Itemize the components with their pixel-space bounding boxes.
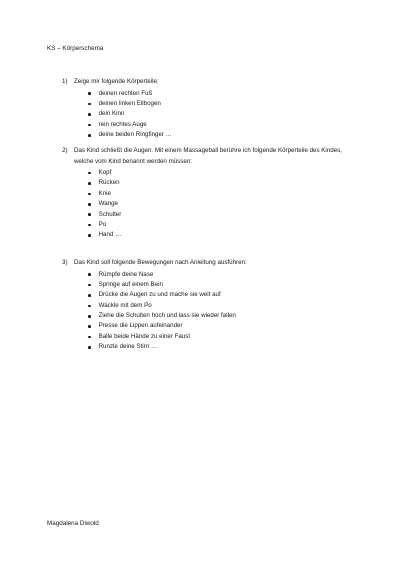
list-item — [62, 109, 352, 119]
bullet-icon — [88, 193, 91, 196]
list-item — [62, 342, 352, 352]
bullet-icon — [88, 325, 91, 328]
list-item — [62, 199, 352, 209]
section-2 — [62, 146, 352, 241]
section-heading — [62, 258, 352, 269]
bullet-icon — [88, 234, 91, 237]
list-item-text: Presse die Lippen aufeinander — [98, 322, 183, 330]
list-item-text: Po — [98, 220, 107, 228]
section-heading — [62, 77, 352, 88]
footer-author: Magdalena Diwold — [47, 520, 99, 527]
list-item-text: Hand … — [98, 231, 122, 239]
list-item-text: Kopf — [98, 169, 112, 176]
list-item — [62, 230, 352, 240]
list-item — [62, 321, 352, 331]
bullet-list — [62, 270, 352, 353]
section-heading — [62, 146, 352, 167]
list-item-text: Springe auf einem Bein — [98, 280, 163, 288]
bullet-icon — [88, 203, 91, 206]
list-item — [62, 280, 352, 290]
list-item — [62, 178, 352, 188]
list-item-text: Wackle mit dem Po — [98, 301, 152, 309]
document-title: KS – Körperschema — [47, 45, 104, 52]
section-number: 1) — [62, 78, 68, 85]
section-instruction: Zeige mir folgende Körperteile: — [74, 78, 159, 85]
list-item — [62, 168, 352, 178]
bullet-list — [62, 89, 352, 141]
bullet-icon — [88, 336, 91, 339]
list-item-text: deinen linken Ellbogen — [98, 99, 161, 107]
list-item — [62, 220, 352, 230]
bullet-icon — [88, 305, 91, 308]
list-item — [62, 301, 352, 311]
list-item — [62, 120, 352, 130]
bullet-list — [62, 168, 352, 241]
bullet-icon — [88, 172, 91, 175]
list-item — [62, 332, 352, 342]
list-item-text: Drücke die Augen zu und mache sie weit auf — [98, 291, 221, 299]
list-item — [62, 99, 352, 109]
list-item — [62, 311, 352, 321]
section-1 — [62, 77, 352, 140]
list-item — [62, 189, 352, 199]
section-instruction: Das Kind soll folgende Bewegungen nach Anleitung ausführen: — [74, 259, 247, 266]
list-item-text: Schulter — [98, 210, 122, 218]
section-number: 2) — [62, 147, 68, 154]
bullet-icon — [88, 182, 91, 185]
list-item — [62, 89, 352, 99]
bullet-icon — [88, 113, 91, 116]
bullet-icon — [88, 92, 91, 95]
bullet-icon — [88, 273, 91, 276]
list-item-text: Knie — [98, 189, 111, 197]
bullet-icon — [88, 315, 91, 318]
bullet-icon — [88, 124, 91, 127]
section-number: 3) — [62, 259, 68, 266]
list-item-text: Rümpfe deine Nase — [98, 270, 154, 278]
bullet-icon — [88, 134, 91, 137]
bullet-icon — [88, 284, 91, 287]
list-item-text: Runzle deine Stirn … — [98, 343, 158, 351]
bullet-icon — [88, 294, 91, 297]
list-item-text: deinen rechten Fuß — [98, 89, 153, 97]
bullet-icon — [88, 346, 91, 349]
bullet-icon — [88, 224, 91, 227]
section-instruction: Das Kind schließt die Augen. Mit einem Massageball berühre ich folgende Körperteile des Kindes, welche vom Kind benannt werden müssen: — [74, 147, 342, 165]
list-item-text: deine beiden Ringfinger … — [98, 131, 172, 139]
list-item — [62, 290, 352, 300]
list-item-text: Ziehe die Schulten hoch und lass sie wieder fallen — [98, 312, 236, 320]
list-item — [62, 130, 352, 140]
list-item-text: Balle beide Hände zu einer Faust — [98, 332, 191, 340]
list-item — [62, 270, 352, 280]
bullet-icon — [88, 103, 91, 106]
list-item-text: dein Kinn — [98, 110, 125, 118]
list-item — [62, 210, 352, 220]
list-item-text: rein rechtes Auge — [98, 120, 147, 128]
section-3 — [62, 258, 352, 353]
list-item-text: Wange — [98, 200, 118, 208]
bullet-icon — [88, 213, 91, 216]
list-item-text: Rücken — [98, 179, 120, 187]
